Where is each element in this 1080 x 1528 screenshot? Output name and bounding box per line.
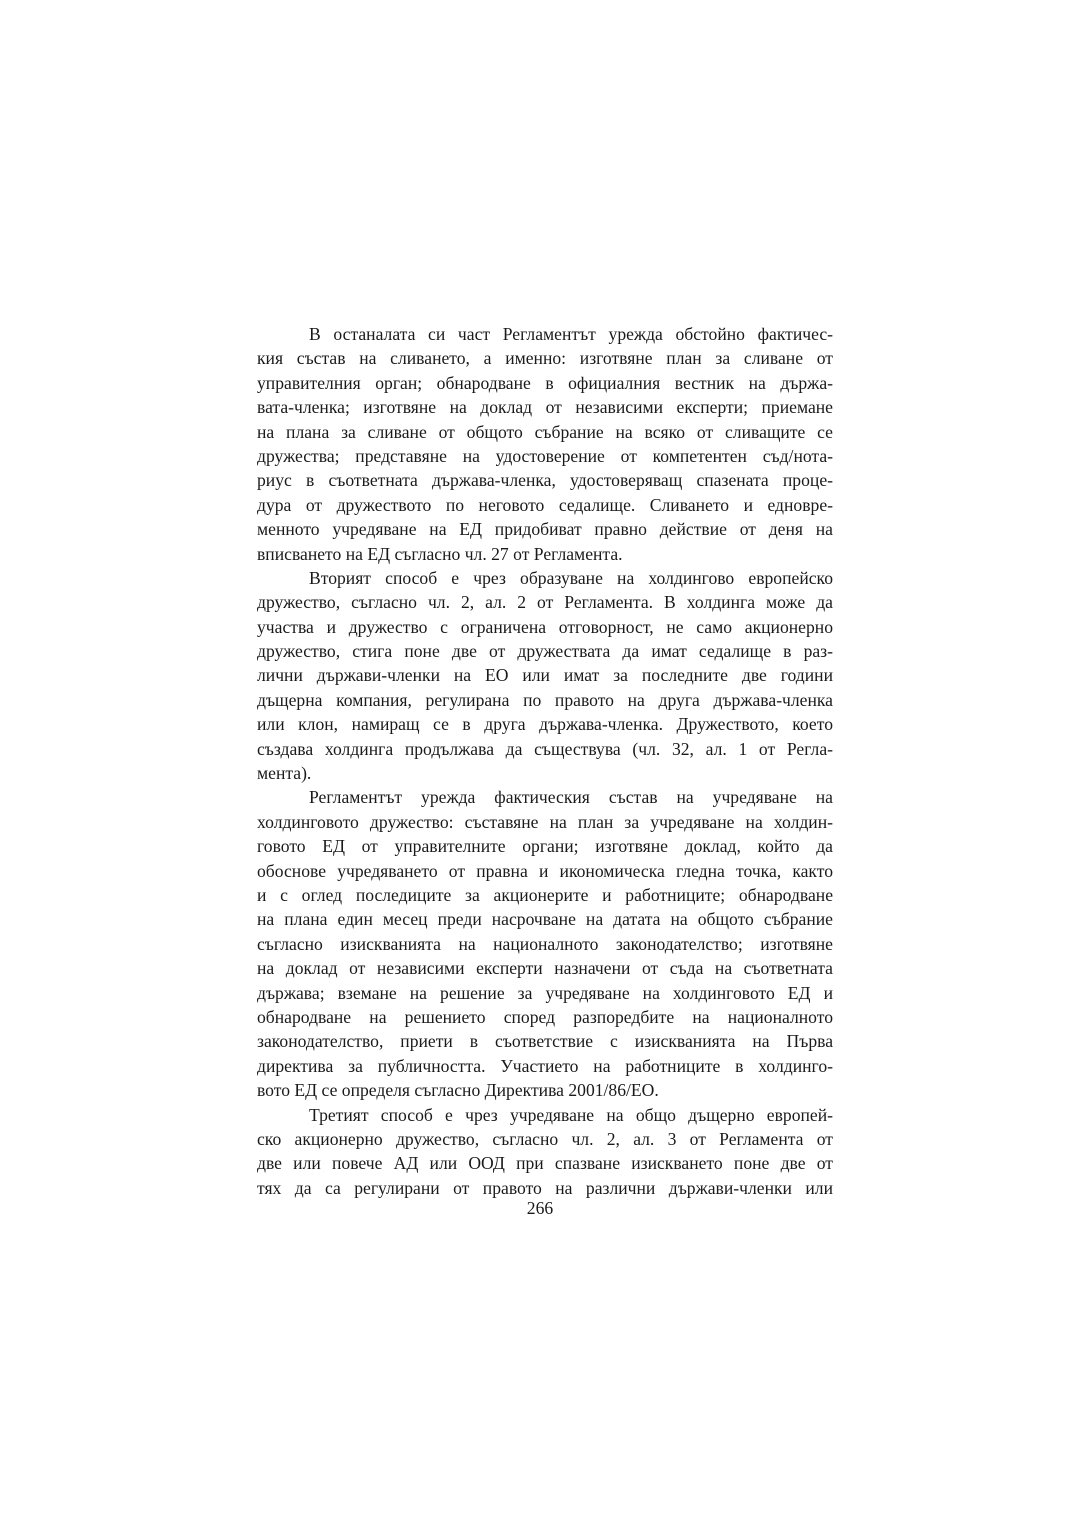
paragraph-holding-formation xyxy=(257,566,833,786)
text-line: дружество, стига поне две от дружествата да имат седалище в раз- xyxy=(257,641,833,662)
text-line: вата-членка; изготвяне на доклад от независими експерти; приемане xyxy=(257,397,833,418)
text-line: Вторият способ е чрез образуване на холдингово европейско xyxy=(309,567,833,588)
text-line: създава холдинга продължава да съществува (чл. 32, ал. 1 от Регла- xyxy=(257,738,833,759)
text-line: две или повече АД или ООД при спазване изискването поне две от xyxy=(257,1153,833,1174)
text-line: и с оглед последиците за акционерите и работниците; обнародване xyxy=(257,884,833,905)
text-line: директива за публичността. Участието на работниците в холдинго- xyxy=(257,1055,833,1076)
text-line: вото ЕД се определя съгласно Директива 2001/86/ЕО. xyxy=(257,1080,659,1101)
text-line: Регламентът урежда фактическия състав на учредяване на xyxy=(309,787,833,808)
text-line: или клон, намиращ се в друга държава-членка. Дружеството, което xyxy=(257,714,833,735)
paragraph-holding-procedure xyxy=(257,785,833,1102)
text-line: съгласно изискванията на националното законодателство; изготвяне xyxy=(257,933,833,954)
text-line: на плана един месец преди насрочване на датата на общото събрание xyxy=(257,909,833,930)
text-line: дъщерна компания, регулирана по правото на друга държава-членка xyxy=(257,689,833,710)
page-number: 266 xyxy=(526,1198,554,1218)
text-line: говото ЕД от управителните органи; изготвяне доклад, който да xyxy=(257,836,833,857)
text-line: дружества; представяне на удостоверение от компетентен съд/нота- xyxy=(257,445,833,466)
text-line: менното учредяване на ЕД придобиват правно действие от деня на xyxy=(257,519,833,540)
text-line: на доклад от независими експерти назначени от съда на съответната xyxy=(257,958,833,979)
text-line: мента). xyxy=(257,763,312,784)
text-line: холдинговото дружество: съставяне на план за учредяване на холдин- xyxy=(257,811,833,832)
text-line: дура от дружеството по неговото седалище. Сливането и едновре- xyxy=(257,494,833,515)
text-line: на плана за сливане от общото събрание на всяко от сливащите се xyxy=(257,421,833,442)
text-line: кия състав на сливането, а именно: изготвяне план за сливане от xyxy=(257,348,833,369)
paragraph-subsidiary-formation xyxy=(257,1103,833,1201)
body-text xyxy=(257,322,833,1200)
text-line: обоснове учредяването от правна и икономическа гледна точка, както xyxy=(257,860,833,881)
text-line: Третият способ е чрез учредяване на общо дъщерно европей- xyxy=(309,1104,833,1125)
text-line: управителния орган; обнародване в официалния вестник на държа- xyxy=(257,372,833,393)
text-line: риус в съответната държава-членка, удостоверяващ спазената проце- xyxy=(257,470,833,491)
text-line: тях да са регулирани от правото на различни държави-членки или xyxy=(257,1177,833,1198)
text-line: вписването на ЕД съгласно чл. 27 от Регламента. xyxy=(257,543,623,564)
text-line: В останалата си част Регламентът урежда обстойно фактичес- xyxy=(309,324,833,344)
text-line: обнародване на решението според разпоредбите на националното xyxy=(257,1006,833,1027)
text-line: законодателство, приети в съответствие с изискванията на Първа xyxy=(257,1031,833,1052)
text-line: участва и дружество с ограничена отговорност, не само акционерно xyxy=(257,616,833,637)
text-line: ско акционерно дружество, съгласно чл. 2, ал. 3 от Регламента от xyxy=(257,1128,833,1149)
paragraph-merger-procedure xyxy=(257,322,833,566)
text-line: държава; вземане на решение за учредяване на холдинговото ЕД и xyxy=(257,982,833,1003)
text-line: лични държави-членки на ЕО или имат за последните две години xyxy=(257,665,833,686)
text-line: дружество, съгласно чл. 2, ал. 2 от Регламента. В холдинга може да xyxy=(257,592,833,613)
